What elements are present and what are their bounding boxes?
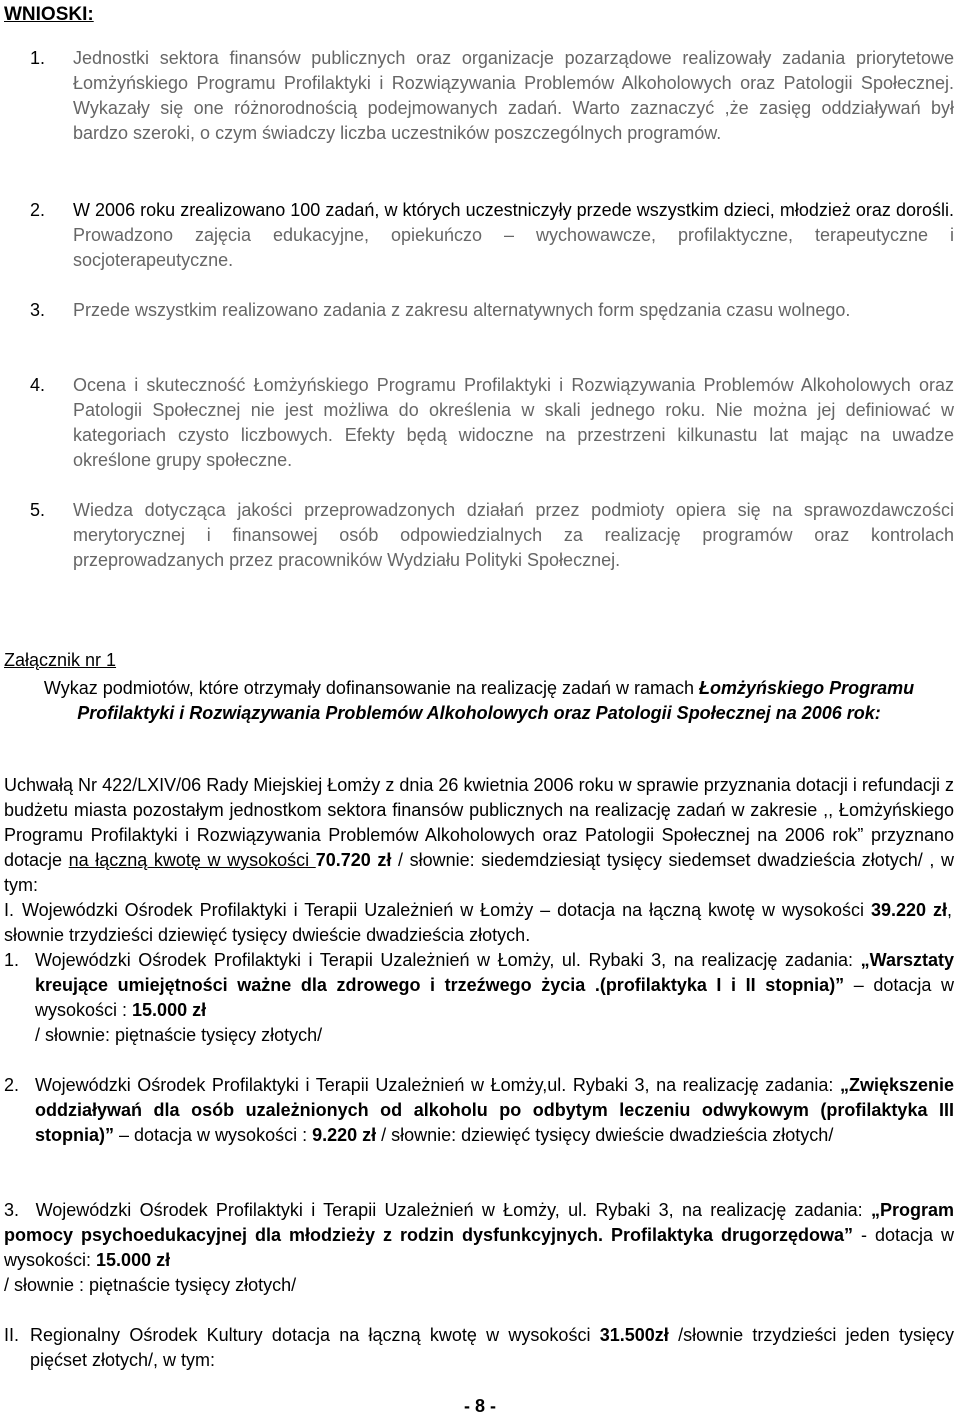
organization-amount: 31.500zł	[599, 1325, 669, 1345]
task-intro: Wojewódzki Ośrodek Profilaktyki i Terapii Uzależnień w Łomży,ul. Rybaki 3, na realizację zadania:	[35, 1075, 840, 1095]
conclusion-item-1	[30, 46, 954, 146]
conclusion-number: 1.	[30, 48, 46, 68]
conclusion-item-2	[30, 198, 954, 273]
conclusion-text-continued: Wykazały się one różnorodnością podejmowanych zadań. Warto zaznaczyć ,że zasięg oddziaływań był bardzo szeroki, o czym świadczy liczba uczestników poszczególnych programów.	[73, 98, 954, 143]
task-item-2	[4, 1073, 954, 1148]
conclusion-item-3	[30, 298, 954, 323]
task-grant-label: - dotacja w wysokości:	[4, 1225, 954, 1270]
attachment-title	[4, 676, 954, 726]
attachment-title-bold: Łomżyńskiego Programu Profilaktyki i Rozwiązywania Problemów Alkoholowych oraz Patologii Społecznej na 2006 rok:	[77, 678, 915, 723]
organization-amount: 39.220 zł	[870, 900, 947, 920]
resolution-amount: 70.720 zł	[315, 850, 392, 870]
organization-text: Regionalny Ośrodek Kultury dotacja na łączną kwotę w wysokości	[30, 1325, 600, 1345]
organization-2	[4, 1323, 954, 1373]
conclusion-number: 5.	[30, 500, 46, 520]
organization-tail: , słownie trzydzieści dziewięć tysięcy dwieście dwadzieścia złotych.	[4, 900, 952, 945]
task-item-3	[4, 1198, 954, 1298]
task-number: 2.	[4, 1075, 20, 1095]
conclusion-number: 3.	[30, 300, 46, 320]
organization-number: II.	[4, 1325, 20, 1345]
task-amount: 15.000 zł	[96, 1250, 171, 1270]
conclusion-text: Wiedza dotycząca jakości przeprowadzonych działań przez podmioty opiera się na sprawozdawczości merytorycznej i finansowej osób odpowiedzialnych za realizację programów oraz kontrolach przeprowadzanych przez pracowników Wydziału Polityki Społecznej.	[73, 500, 954, 570]
conclusion-text: W 2006 roku zrealizowano 100 zadań, w których uczestniczyły przede wszystkim dzieci, młodzież oraz dorośli.	[73, 200, 954, 220]
organization-text: Wojewódzki Ośrodek Profilaktyki i Terapii Uzależnień w Łomży – dotacja na łączną kwotę w wysokości	[22, 900, 871, 920]
conclusion-item-5	[30, 498, 954, 573]
organization-1	[4, 898, 952, 948]
resolution-underlined: na łączną kwotę w wysokości	[68, 850, 316, 870]
task-number: 3.	[4, 1200, 20, 1220]
conclusions-heading: WNIOSKI:	[4, 4, 94, 25]
resolution-tail: / słownie: siedemdziesiąt tysięcy siedemset dwadzieścia złotych/ , w tym:	[4, 850, 955, 895]
task-amount: 9.220 zł	[312, 1125, 377, 1145]
attachment-label: Załącznik nr 1	[4, 650, 117, 670]
task-amount-words: / słownie: dziewięć tysięcy dwieście dwadzieścia złotych/	[376, 1125, 834, 1145]
conclusion-text: Jednostki sektora finansów publicznych oraz organizacje pozarządowe realizowały zadania priorytetowe Łomżyńskiego Programu Profilaktyki i Rozwiązywania Problemów Alkoholowych oraz Patologii Społecznej.	[73, 48, 954, 93]
attachment-title-plain: Wykaz podmiotów, które otrzymały dofinansowanie na realizację zadań w ramach	[43, 678, 700, 698]
task-title: „Zwiększenie oddziaływań dla osób uzależnionych od alkoholu po odbytym leczeniu odwykowym (profilaktyka III stopnia)”	[35, 1075, 954, 1145]
task-grant-label: – dotacja w wysokości :	[35, 975, 954, 1020]
conclusion-text: Przede wszystkim realizowano zadania z zakresu alternatywnych form spędzania czasu wolnego.	[73, 300, 851, 320]
task-number: 1.	[4, 950, 20, 970]
page-number: - 8 -	[463, 1396, 496, 1416]
task-intro: Wojewódzki Ośrodek Profilaktyki i Terapii Uzależnień w Łomży, ul. Rybaki 3, na realizację zadania:	[35, 950, 861, 970]
resolution-text: Uchwałą Nr 422/LXIV/06 Rady Miejskiej Łomży z dnia 26 kwietnia 2006 roku w sprawie przyznania dotacji i refundacji z budżetu miasta pozostałym jednostkom sektora finansów publicznych na realizację zadań w zakresie ,, Łomżyńskiego Programu Profilaktyki i Rozwiązywania Problemów Alkoholowych oraz Patologii Społecznej na 2006 rok” przyznano dotacje	[4, 775, 954, 870]
resolution-paragraph	[4, 773, 954, 898]
task-grant-label: – dotacja w wysokości :	[114, 1125, 313, 1145]
conclusion-text-continued: Prowadzono zajęcia edukacyjne, opiekuńczo – wychowawcze, profilaktyczne, terapeutyczne i socjoterapeutyczne.	[73, 225, 954, 270]
conclusion-number: 4.	[30, 375, 46, 395]
conclusion-number: 2.	[30, 200, 46, 220]
task-item-1	[4, 948, 954, 1048]
conclusion-item-4	[30, 373, 954, 473]
task-amount-words: / słownie : piętnaście tysięcy złotych/	[4, 1275, 297, 1295]
organization-tail: /słownie trzydzieści jeden tysięcy pięćset złotych/, w tym:	[30, 1325, 954, 1370]
conclusion-text: Ocena i skuteczność Łomżyńskiego Programu Profilaktyki i Rozwiązywania Problemów Alkoholowych oraz Patologii Społecznej nie jest możliwa do określenia w skali jednego roku. Nie można jej definiować w kategoriach czysto liczbowych.	[73, 375, 954, 445]
task-amount-words: / słownie: piętnaście tysięcy złotych/	[35, 1025, 323, 1045]
task-title: „Warsztaty kreujące umiejętności ważne dla zdrowego i trzeźwego życia .(profilaktyka I i II stopnia)”	[35, 950, 954, 995]
task-amount: 15.000 zł	[132, 1000, 207, 1020]
task-title: „Program pomocy psychoedukacyjnej dla młodzieży z rodzin dysfunkcyjnych. Profilaktyka drugorzędowa”	[4, 1200, 954, 1245]
organization-number: I.	[4, 900, 15, 920]
conclusion-text-continued: Efekty będą widoczne na przestrzeni kilkunastu lat mając na uwadze określone grupy społeczne.	[73, 425, 954, 470]
task-intro: Wojewódzki Ośrodek Profilaktyki i Terapii Uzależnień w Łomży, ul. Rybaki 3, na realizację zadania:	[35, 1200, 871, 1220]
